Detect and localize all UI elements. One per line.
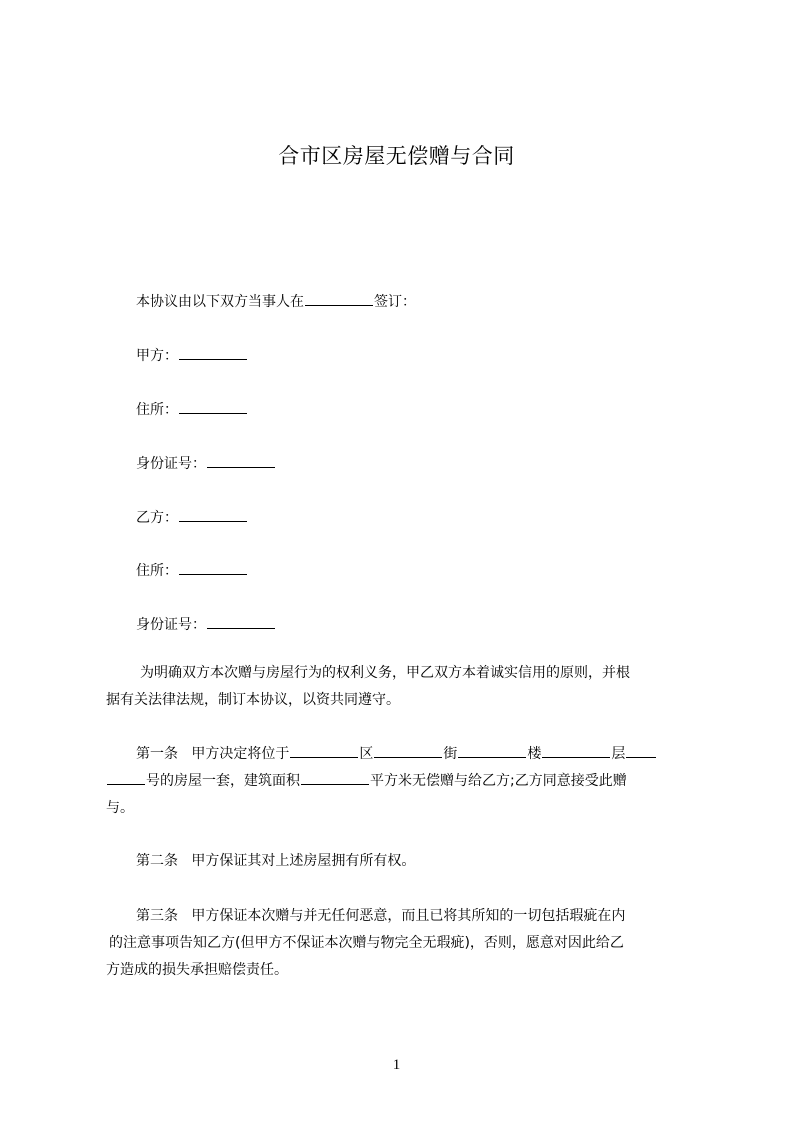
field-blank [207,452,275,468]
district-label: 区 [359,746,374,762]
article-1-text: 平方米无偿赠与给乙方;乙方同意接受此赠 [370,773,627,789]
district-blank [290,742,358,758]
article-2-text: 甲方保证其对上述房屋拥有所有权。 [191,853,416,869]
intro-text-after: 签订： [374,294,416,310]
field-blank [179,344,247,360]
floor-blank [542,742,610,758]
article-1-heading: 第一条 [136,746,178,762]
field-label: 身份证号： [136,617,206,633]
field-label: 身份证号： [136,456,206,472]
field-blank [179,506,247,522]
article-1-text: 甲方决定将位于 [191,746,290,762]
party-b-id-field [136,613,276,635]
floor-label: 层 [611,746,626,762]
document-title: 合市区房屋无偿赠与合同 [278,144,515,168]
intro-line [136,290,416,312]
preamble-line-2: 据有关法律法规，制订本协议，以资共同遵守。 [106,692,400,708]
article-1-line-1 [106,741,706,768]
field-label: 甲方： [136,348,178,364]
street-label: 街 [443,746,458,762]
article-3-line-2: 的注意事项告知乙方(但甲方不保证本次赠与物完全无瑕疵)，否则，愿意对因此给乙 [109,935,624,951]
field-blank [207,613,275,629]
number-blank-end [107,769,145,785]
party-b-field [136,506,248,528]
article-1-text: 号的房屋一套，建筑面积 [146,773,300,789]
building-blank [458,742,526,758]
article-3-line-1 [106,903,706,930]
party-a-address-field [136,398,248,420]
party-a-id-field [136,452,276,474]
party-b-address-field [136,559,248,581]
preamble-line-1: 为明确双方本次赠与房屋行为的权利义务，甲乙双方本着诚实信用的原则，并根 [140,665,630,681]
article-3-text: 甲方保证本次赠与并无任何恶意，而且已将其所知的一切包括瑕疵在内 [191,908,626,924]
article-3-paragraph [106,903,706,984]
field-label: 住所： [136,402,178,418]
article-3-heading: 第三条 [136,908,178,924]
intro-text-before: 本协议由以下双方当事人在 [136,294,304,310]
article-2-line [106,848,706,875]
building-label: 楼 [527,746,542,762]
article-2-paragraph [106,848,706,875]
article-1-line-2 [106,768,706,795]
signing-place-blank [305,290,373,306]
field-label: 住所： [136,563,178,579]
area-blank [301,769,369,785]
preamble-paragraph [106,660,706,714]
article-3-line-3: 方造成的损失承担赔偿责任。 [106,962,288,978]
number-blank-start [626,742,656,758]
street-blank [374,742,442,758]
article-1-paragraph [106,741,706,822]
party-a-field [136,344,248,366]
article-1-line-3: 与。 [106,800,134,816]
article-2-heading: 第二条 [136,853,178,869]
field-label: 乙方： [136,510,178,526]
page-number: 1 [392,1057,401,1073]
field-blank [179,398,247,414]
field-blank [179,559,247,575]
